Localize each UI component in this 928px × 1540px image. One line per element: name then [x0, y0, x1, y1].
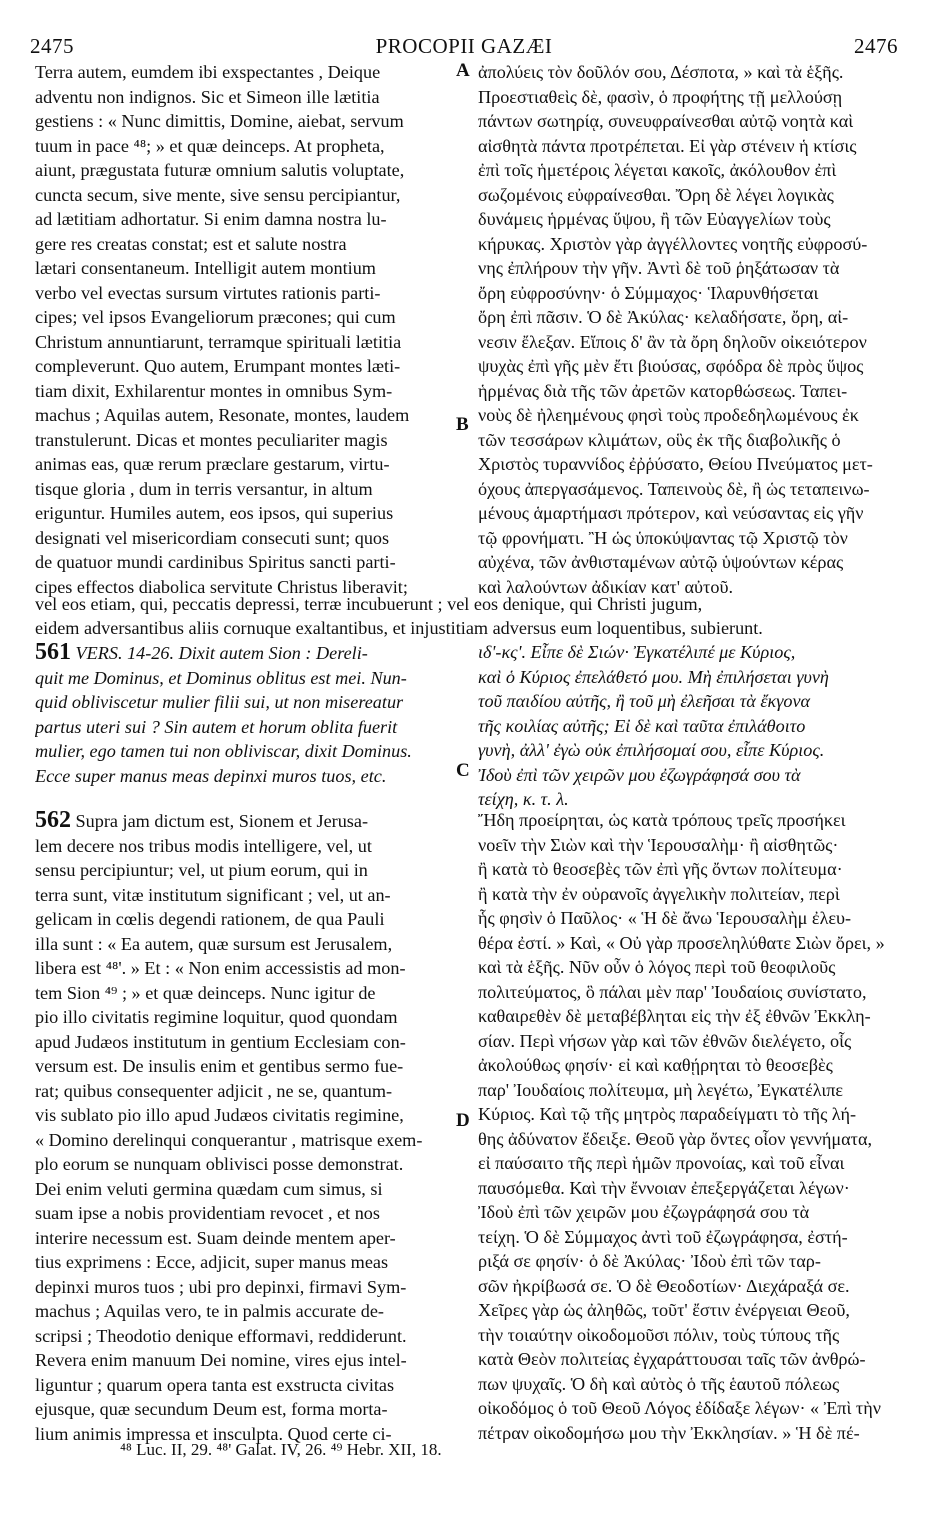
text-line: τὴν τοιαύτην οἰκοδομοῦσι πόλιν, τοὺς τύπους τῆς [478, 1324, 840, 1345]
section-561-body [35, 666, 455, 789]
text-line: τοῦ παιδίου αὐτῆς, ἢ τοῦ μὴ ἐλεῆσαι τὰ ἔκγονα [478, 691, 811, 711]
text-line: depinxi muros tuos ; ubi pro depinxi, firmavi Sym- [35, 1276, 407, 1297]
text-line: illa sunt : « Ea autem, quæ sursum est Jerusalem, [35, 933, 393, 954]
text-line: eriguntur. Humiles autem, eos ipsos, qui superius [35, 503, 394, 523]
text-line: αὐχένα, τῶν ἀνθισταμένων αὐτῷ ὑψούντων κέρας [478, 552, 844, 572]
text-line: lium animis impressa et insculpta. Quod certe ci- [35, 1423, 392, 1444]
section-562-body [35, 834, 455, 1447]
margin-marker-a: A [456, 60, 470, 81]
text-line: tisque gloria , dum in terris versantur, in altum [35, 478, 373, 499]
text-line: καὶ λαλούντων ἀδικίαν κατ' αὐτοῦ. [478, 576, 734, 597]
text-line: cipes; vel ipsos Evangeliorum præcones; qui cum [35, 307, 396, 327]
text-line: suam ipse a nobis providentiam revocet , et nos [35, 1203, 380, 1223]
text-line: οἰκοδόμος ὁ τοῦ Θεοῦ Λόγος ἐδίδαξε λέγων· « Ἐπὶ τὴν [478, 1398, 881, 1418]
text-line: tiam dixit, Exhilarentur montes in omnibus Sym- [35, 380, 393, 401]
text-line: παρ' Ἰουδαίοις πολίτευμα, μὴ λεγέτω, Ἐγκατέλιπε [478, 1079, 844, 1100]
text-line: lætari consentaneum. Intelligit autem montium [35, 258, 376, 278]
text-line: adventu non indignos. Sic et Simeon ille lætitia [35, 86, 380, 107]
text-line: θης ἀδύνατον ἔδειξε. Θεοῦ γὰρ ὄντες οἷον γεννήματα, [478, 1128, 873, 1149]
text-line: gelicam in cœlis degendi rationem, de qua Pauli [35, 909, 385, 929]
text-line: όχους ἀπεργασάμενος. Ταπεινοὺς δὲ, ἢ ὡς τεταπεινω- [478, 478, 870, 499]
text-line: ριξά σε φησίν· ὁ δὲ Ἀκύλας· Ἰδοὺ ἐπὶ τῶν ταρ- [478, 1251, 821, 1271]
text-line: ἐπὶ τοῖς ἡμετέροις λέγεται κακοῖς, ἀκόλουθον ἐπὶ [478, 160, 837, 180]
text-line: Dei enim veluti germina quædam cum simus, si [35, 1178, 383, 1199]
text-line: ejusque, quæ secundum Deum est, forma morta- [35, 1399, 388, 1419]
text-line: cipes effectos diabolica servitute Christus liberavit; [35, 576, 408, 597]
text-line: gestiens : « Nunc dimittis, Domine, aiebat, servum [35, 111, 404, 131]
section-561-first-line: VERS. 14-26. Dixit autem Sion : Dereli- [71, 643, 368, 663]
text-line: partus uteri sui ? Sin autem et horum oblita fuerit [35, 716, 398, 737]
text-line: apud Judæos institutum in gentium Ecclesiam con- [35, 1031, 406, 1052]
text-line: compleverunt. Quo autem, Erumpant montes læti- [35, 356, 401, 376]
page-number-left: 2475 [30, 34, 74, 58]
greek-column-section-2 [478, 640, 898, 812]
text-line: tuum in pace ⁴⁸; » et quæ deinceps. At propheta, [35, 135, 385, 156]
text-line: quid obliviscetur mulier filii sui, ut non misereatur [35, 692, 404, 712]
text-line: εἰ παύσαιτο τῆς περὶ ἡμῶν προνοίας, καὶ τοῦ εἶναι [478, 1153, 845, 1173]
text-line: animas eas, quæ rerum præclare gestarum, virtu- [35, 454, 390, 474]
text-line: aiunt, prægustata futuræ omnium salutis voluptate, [35, 160, 405, 180]
text-line: plo eorum se nunquam oblivisci posse demonstrat. [35, 1154, 404, 1174]
latin-column-section-1 [35, 60, 455, 599]
text-line: Ecce super manus meas depinxi muros tuos, etc. [35, 765, 387, 786]
text-line: Terra autem, eumdem ibi exspectantes , Deique [35, 62, 381, 82]
text-line: interire necessum est. Suam deinde mentem aper- [35, 1227, 396, 1248]
text-line: tius exprimens : Ecce, adjicit, super manus meas [35, 1252, 389, 1272]
text-line: κήρυκας. Χριστὸν γὰρ ἀγγέλλοντες νοητῆς εὐφροσύ- [478, 233, 868, 254]
text-line: καὶ ὁ Κύριος ἐπελάθετό μου. Μὴ ἐπιλήσεται γυνὴ [478, 666, 829, 687]
text-line: τείχη. Ὁ δὲ Σύμμαχος ἀντὶ τοῦ ἐζωγράφησα, ἐστή- [478, 1226, 848, 1247]
text-line: Προεστιαθεὶς δὲ, φασὶν, ὁ προφήτης τῇ μελλούσῃ [478, 86, 843, 107]
text-line: νοὺς δὲ ἠλεημένους φησὶ τοὺς προδεδηλωμένους ἐκ [478, 405, 859, 425]
text-line: μένους ἁμαρτήμασι πρότερον, καὶ νεύσαντας εἰς γῆν [478, 503, 864, 523]
margin-marker-d: D [456, 1110, 470, 1131]
text-line: ὄρη ἐπὶ πᾶσιν. Ὁ δὲ Ἀκύλας· κελαδήσατε, ὄρη, αἰ- [478, 307, 849, 327]
text-line: ιδ'-κς'. Εἶπε δὲ Σιών· Ἐγκατέλιπέ με Κύριος, [478, 642, 796, 662]
text-line: de quatuor mundi cardinibus Spiritus sancti parti- [35, 552, 396, 572]
text-line: Χεῖρες γὰρ ὡς ἀληθῶς, τοῦτ' ἔστιν ἐνέργειαι Θεοῦ, [478, 1300, 850, 1320]
text-line: mulier, ego tamen tui non obliviscar, dixit Dominus. [35, 741, 412, 761]
text-line: quit me Dominus, et Dominus oblitus est mei. Nun- [35, 667, 407, 688]
text-line: lem decere nos tribus modis intelligere, vel, ut [35, 835, 372, 856]
page-number-right: 2476 [854, 34, 898, 58]
text-line: καὶ τὰ ἑξῆς. Νῦν οὖν ὁ λόγος περὶ τοῦ θεοφιλοῦς [478, 957, 836, 977]
text-line: scripsi ; Theodotio denique efformavi, reddiderunt. [35, 1325, 407, 1346]
text-line: Χριστὸς τυραννίδος ἐῤῥύσατο, Θείου Πνεύματος μετ- [478, 454, 873, 474]
text-line: transtulerunt. Dicas et montes peculiariter magis [35, 429, 388, 450]
text-line: τῷ φρονήματι. Ἢ ὡς ὑποκύψαντας τῷ Χριστῷ τὸν [478, 527, 848, 548]
text-line: libera est ⁴⁸'. » Et : « Non enim accessistis ad mon- [35, 958, 406, 978]
greek-column-section-3 [478, 808, 898, 1445]
text-line: gere res creatas constat; est et salute nostra [35, 233, 347, 254]
text-line: καθαιρεθὲν δὲ μεταβέβληται εἰς τὴν ἐξ ἐθνῶν Ἐκκλη- [478, 1006, 871, 1026]
text-line: liguntur ; quarum opera tanta est exstructa civitas [35, 1374, 395, 1395]
text-line: tem Sion ⁴⁹ ; » et quæ deinceps. Nunc igitur de [35, 982, 376, 1003]
text-line: ἢ κατὰ τὴν ἐν οὐρανοῖς ἀγγελικὴν πολιτείαν, περὶ [478, 883, 840, 904]
text-line: πέτραν οἰκοδομήσω μου τὴν Ἐκκλησίαν. » Ἡ δὲ πέ- [478, 1422, 860, 1443]
section-number-561: 561 [35, 640, 71, 665]
text-line: designati vel misericordiam consecuti sunt; quos [35, 527, 390, 548]
footnotes: ⁴⁸ Luc. II, 29. ⁴⁸' Galat. IV, 26. ⁴⁹ Hebr. XII, 18. [120, 1440, 442, 1459]
text-line: « Domino derelinqui conquerantur , matrisque exem- [35, 1129, 423, 1150]
text-line: νεσιν ἔλεξαν. Εἴποις δ' ἂν τὰ ὄρη δηλοῦν οἰκειότερον [478, 331, 867, 352]
text-line: τῶν τεσσάρων κλιμάτων, οὓς ἐκ τῆς διαβολικῆς ὁ [478, 429, 841, 450]
text-line: σῶν ἠκρίβωσά σε. Ὁ δὲ Θεοδοτίων· Διεχάραξά σε. [478, 1275, 850, 1296]
text-line: τείχη, κ. τ. λ. [478, 789, 569, 809]
section-562-first-line: Supra jam dictum est, Sionem et Jerusa- [71, 811, 369, 831]
text-line: cuncta secum, sive mente, sive sensu percipiantur, [35, 184, 401, 205]
text-line: αἰσθητὰ πάντα προτρέπεται. Εἰ γὰρ στένειν ἡ κτίσις [478, 135, 857, 156]
text-line: ψυχὰς ἐπὶ γῆς μὲν ἔτι βιούσας, σφόδρα δὲ πρὸς ὕψος [478, 356, 864, 376]
text-line: verbo vel evectas sursum virtutes rationis parti- [35, 282, 381, 303]
text-line: terra sunt, vitæ institutum significant ; vel, ut an- [35, 884, 391, 905]
text-line: Κύριος. Καὶ τῷ τῆς μητρὸς παραδείγματι τὸ τῆς λή- [478, 1104, 857, 1124]
text-line: νοεῖν τὴν Σιὼν καὶ τὴν Ἱερουσαλὴμ· ἢ αἰσθητῶς· [478, 834, 839, 855]
text-line: θέρα ἐστί. » Καὶ, « Οὐ γὰρ προσεληλύθατε Σιὼν ὄρει, » [478, 932, 885, 953]
latin-column-section-3 [35, 808, 455, 1446]
running-title: PROCOPII GAZÆI [375, 34, 553, 58]
text-line: ὄρη εὐφροσύνην· ὁ Σύμμαχος· Ἱλαρυνθήσεται [478, 282, 819, 303]
margin-marker-b: B [456, 414, 469, 435]
text-line: παυσόμεθα. Καὶ τὴν ἔννοιαν ἐπεξεργάζεται λέγων· [478, 1177, 850, 1198]
text-line: τῆς κοιλίας αὐτῆς; Εἰ δὲ καὶ ταῦτα ἐπιλάθοιτο [478, 715, 806, 736]
text-line: sensu percipiuntur; vel, ut pium eorum, qui in [35, 860, 368, 880]
latin-column-section-2 [35, 640, 455, 788]
text-line: κατὰ Θεὸν πολιτείας ἐγχαράττουσαι ταῖς τῶν ἀνθρώ- [478, 1349, 866, 1369]
text-line: ἀπολύεις τὸν δοῦλόν σου, Δέσποτα, » καὶ τὰ ἑξῆς. [478, 62, 844, 82]
text-line: ἀκολούθως φησίν· εἰ καὶ καθῄρηται τὸ θεοσεβὲς [478, 1055, 833, 1075]
section-number-562: 562 [35, 808, 71, 833]
text-line: vis sublato pio illo apud Judæos civitatis regimine, [35, 1105, 404, 1125]
text-line: σωζομένοις εὐφραίνεσθαι. Ὄρη δὲ λέγει λογικὰς [478, 184, 834, 205]
text-line: Ἰδοὺ ἐπὶ τῶν χειρῶν μου ἐζωγράφησά σου τὰ [478, 764, 801, 785]
text-line: πων ψυχαῖς. Ὁ δὴ καὶ αὐτὸς ὁ τῆς ἑαυτοῦ πόλεως [478, 1373, 840, 1394]
text-line: Revera enim manuum Dei nomine, vires ejus intel- [35, 1350, 407, 1370]
text-line: γυνὴ, ἀλλ' ἐγὼ οὐκ ἐπιλήσομαί σου, εἶπε Κύριος. [478, 740, 825, 760]
text-line: πολιτεύματος, ὃ πάλαι μὲν παρ' Ἰουδαίοις συνίστατο, [478, 981, 867, 1002]
text-line: ἧς φησὶν ὁ Παῦλος· « Ἡ δὲ ἄνω Ἱερουσαλὴμ ἐλευ- [478, 908, 852, 928]
text-line: versum est. De insulis enim et gentibus sermo fue- [35, 1056, 404, 1076]
text-line: ad lætitiam adhortatur. Si enim damna nostra lu- [35, 209, 387, 229]
section-561-heading-line [35, 640, 455, 666]
text-line: ἡρμένας διὰ τῆς τῶν ἀρετῶν κατορθώσεως. Ταπει- [478, 380, 848, 401]
section-562-heading-line [35, 808, 455, 834]
text-line: machus ; Aquilas vero, te in palmis accurate de- [35, 1301, 384, 1321]
greek-column-section-1 [478, 60, 898, 599]
text-line: rat; quibus consequenter adjicit , ne se, quantum- [35, 1080, 393, 1101]
text-line: pio illo civitatis regimine loquitur, quod quondam [35, 1007, 398, 1027]
text-line: δυνάμεις ἡρμένας ὕψου, ἢ τῶν Εὐαγγελίων τοὺς [478, 209, 831, 229]
text-line: Christum annuntiarunt, terramque spirituali lætitia [35, 331, 402, 352]
text-line: νης ἐπλήρουν τὴν γῆν. Ἀντὶ δὲ τοῦ ῥηξάτωσαν τὰ [478, 258, 840, 278]
full-width-line-1: vel eos etiam, qui, peccatis depressi, terræ incubuerunt ; vel eos denique, qui Christi jugum, [35, 594, 703, 614]
text-line: πάντων σωτηρίᾳ, συνευφραίνεσθαι αὐτῷ νοητὰ καὶ [478, 111, 854, 131]
margin-marker-c: C [456, 760, 470, 781]
text-line: Ἤδη προείρηται, ὡς κατὰ τρόπους τρεῖς προσήκει [478, 810, 846, 830]
text-line: σίαν. Περὶ νήσων γὰρ καὶ τῶν ἐθνῶν διελέγετο, οἷς [478, 1030, 852, 1051]
full-width-line-2: eidem adversantibus aliis cornuque exaltantibus, et injustitiam adversus eum loquentibus, subierunt. [35, 618, 763, 638]
text-line: machus ; Aquilas autem, Resonate, montes, laudem [35, 405, 410, 425]
text-line: ἢ κατὰ τὸ θεοσεβὲς τῶν ἐπὶ γῆς ὄντων πολίτευμα· [478, 859, 843, 879]
text-line: Ἰδοὺ ἐπὶ τῶν χειρῶν μου ἐζωγράφησά σου τὰ [478, 1202, 810, 1222]
